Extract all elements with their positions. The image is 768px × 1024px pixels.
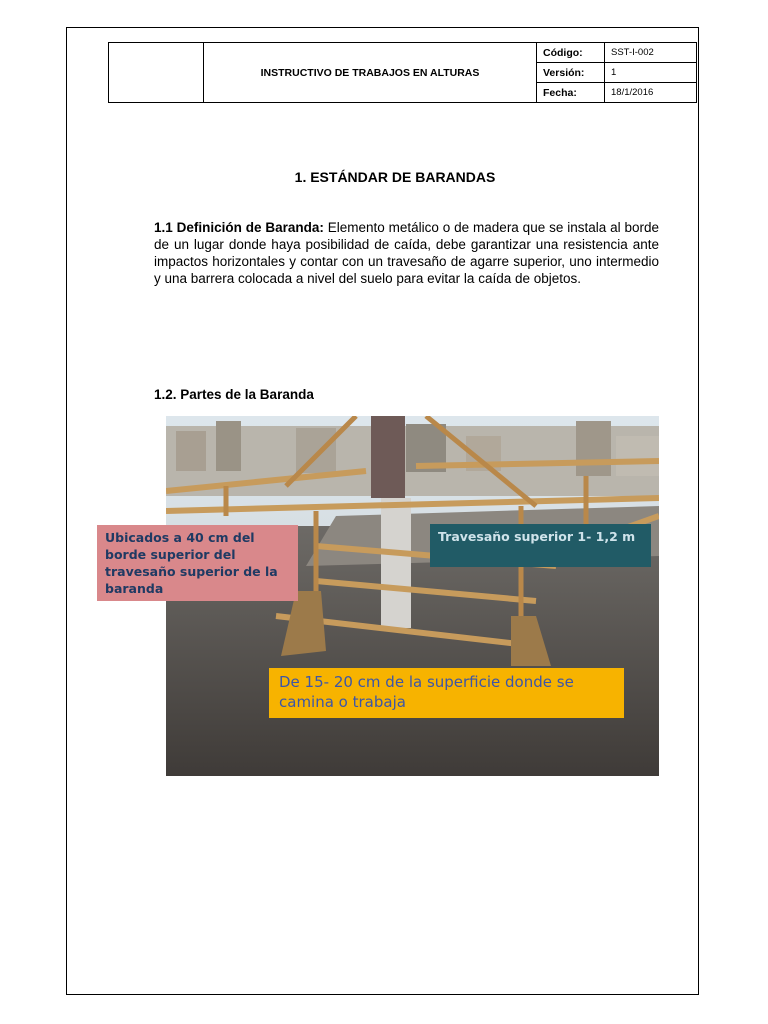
document-title: INSTRUCTIVO DE TRABAJOS EN ALTURAS (204, 43, 537, 103)
label-toe-board: De 15- 20 cm de la superficie donde se camina o trabaja (269, 668, 624, 718)
date-label: Fecha: (537, 83, 605, 103)
document-header (108, 42, 697, 103)
label-top-rail: Travesaño superior 1- 1,2 m (430, 524, 651, 567)
code-label: Código: (537, 43, 605, 63)
definition-paragraph (154, 219, 659, 287)
logo-cell (109, 43, 204, 103)
parts-heading: 1.2. Partes de la Baranda (154, 387, 314, 402)
definition-heading: 1.1 Definición de Baranda: (154, 220, 324, 235)
code-value: SST-I-002 (605, 43, 697, 63)
version-label: Versión: (537, 63, 605, 83)
version-value: 1 (605, 63, 697, 83)
definition-text: Elemento metálico o de madera que se instala al borde de un lugar donde haya posibilidad de caída, debe garantizar una resistencia ante impactos horizontales y contar con un travesaño de agarre superior, uno intermedio y una barrera colocada a nivel del suelo para evitar la caída de objetos. (154, 220, 659, 286)
date-value: 18/1/2016 (605, 83, 697, 103)
section-title: 1. ESTÁNDAR DE BARANDAS (294, 169, 496, 185)
label-intermediate-rail: Ubicados a 40 cm del borde superior del travesaño superior de la baranda (97, 525, 298, 601)
